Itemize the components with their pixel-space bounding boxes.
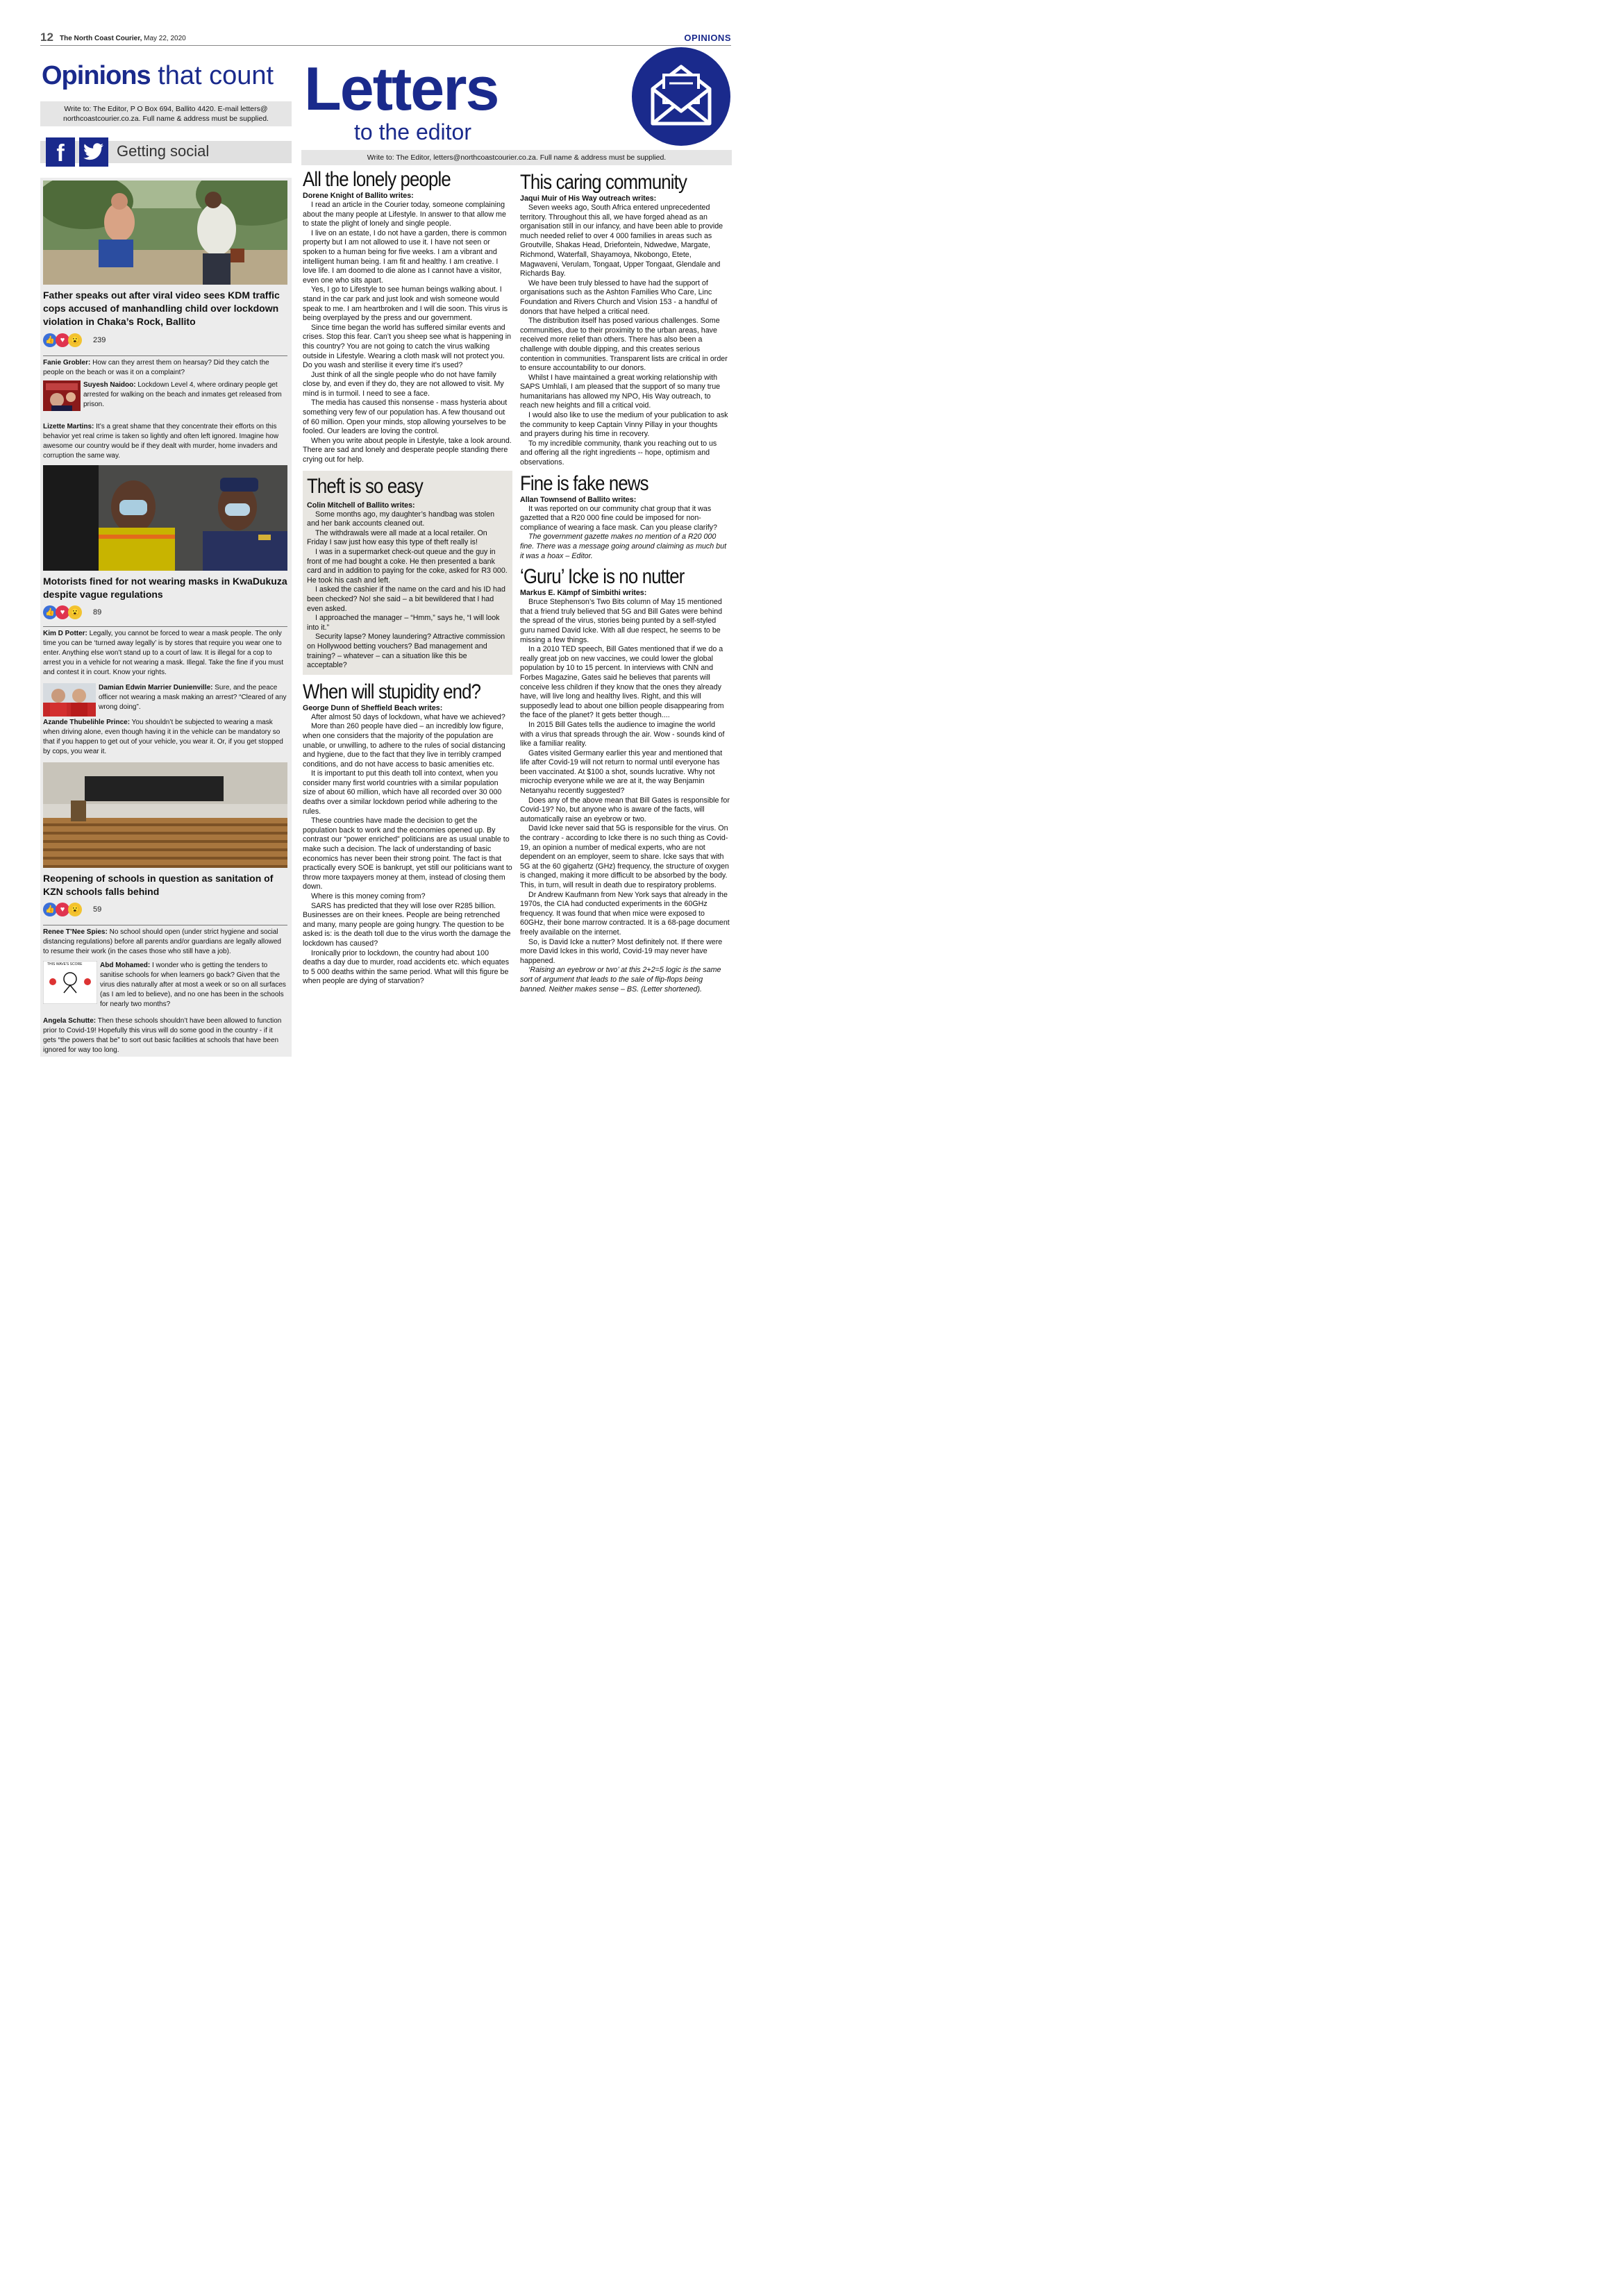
letter-headline: ‘Guru’ Icke is no nutter	[520, 565, 685, 589]
letter-body	[520, 203, 730, 468]
comment	[43, 629, 287, 678]
letter-headline: Fine is fake news	[520, 471, 648, 495]
comment-text: I wonder who is getting the tenders to sanitise schools for when learners go back? Given that the virus dies naturally after at most a week or so on all surfaces (as I am led to believe), and no one has been in the schools for nearly two months?	[100, 962, 286, 1008]
post-3-reactions	[43, 903, 182, 918]
paper-name	[60, 35, 186, 42]
letter-body	[303, 201, 512, 465]
comment	[43, 928, 287, 957]
commenter-name: Lizette Martins:	[43, 423, 94, 430]
letter-paragraph: It was reported on our community chat group that it was gazetted that a R20 000 fine could be imposed for non-compliance of wearing a face mask. Can you please clarify?	[520, 504, 717, 532]
comment	[83, 380, 287, 410]
social-post-3	[40, 760, 292, 1057]
divider	[43, 355, 287, 356]
comment-text: Legally, you cannot be forced to wear a mask people. The only time you can be ‘turned away legally’ is by stores that require you wear one to enter. Anything else won’t stand up to a court of law. It is illegal for a cop to arrest you in a vehicle for not wearing a mask. Illegal. Take the fine if you must and contest it in court. Know your rights.	[43, 630, 284, 676]
comment-text: It’s a great shame that they concentrate their efforts on this behavior yet real crime is taken so lightly and often left ignored. Imagine how awesome our country would be if they dealt with murder, home invaders and corruption the same way.	[43, 423, 279, 460]
letter-caring	[520, 171, 730, 468]
opinions-title-rest: that count	[158, 61, 274, 90]
letter-paragraph: Where is this money coming from?	[311, 892, 426, 900]
reaction-count: 89	[93, 608, 102, 617]
letter-paragraph: Yes, I go to Lifestyle to see human beings walking about. I stand in the car park and just look and wish someone would speak to me. I am heartbroken and I will die soon. This virus is being overplayed by the press and our government.	[303, 285, 508, 323]
comment-text: You shouldn’t be subjected to wearing a mask when driving alone, even though having it in the vehicle can be mandatory so that if you happen to get out of your vehicle, you wear it. Or, if you get stopped by cops, you wear it.	[43, 719, 283, 755]
post-3-headline[interactable]: Reopening of schools in question as sanitation of KZN schools falls behind	[43, 873, 274, 897]
letter-paragraph: In 2015 Bill Gates tells the audience to imagine the world with a virus that spreads through the air. Wow - sounds kind of like a familiar reality.	[520, 720, 725, 748]
social-bar	[40, 140, 292, 167]
letter-theft	[303, 471, 512, 675]
social-post-2	[40, 465, 292, 760]
like-icon: 👍	[43, 333, 57, 347]
letter-guru	[520, 565, 730, 994]
commenter-thumbnail	[43, 961, 97, 1004]
letter-body	[307, 510, 508, 671]
paper-title: The North Coast Courier,	[60, 35, 142, 42]
letter-paragraph: Some months ago, my daughter’s handbag was stolen and her bank accounts cleaned out.	[307, 510, 495, 528]
page-header	[40, 31, 731, 46]
letter-byline: Markus E. Kämpf of Simbithi writes:	[520, 589, 647, 598]
letter-paragraph: I live on an estate, I do not have a garden, there is common property but I am not allowed to use it. I have not seen or spoken to a human being for five weeks. I am a vibrant and intelligent human being. I am fit and healthy. I am creative. I love life. I am doomed to die alone as I cannot have a visitor, even one who sits apart.	[303, 228, 507, 285]
wow-icon: 😮	[68, 333, 82, 347]
post-2-headline[interactable]: Motorists fined for not wearing masks in KwaDukuza despite vague regulations	[43, 576, 287, 600]
letter-lonely	[303, 168, 512, 465]
post-2-reactions	[43, 605, 182, 621]
letters-title: Letters	[304, 54, 499, 123]
reaction-count: 239	[93, 336, 106, 344]
section-label: OPINIONS	[684, 33, 731, 43]
letter-paragraph: Just think of all the single people who do not have family close by, and even if they do, they are not allowed to visit. My mind is in turmoil. I need to see a face.	[303, 370, 504, 398]
wow-icon: 😮	[68, 903, 82, 916]
editor-note: The government gazette makes no mention of a R20 000 fine. There was a message going around claiming as much but it was a hoax – Editor.	[520, 533, 727, 560]
commenter-name: Fanie Grobler:	[43, 359, 91, 367]
letter-paragraph: The media has caused this nonsense - mass hysteria about something very few of our population has. A few thousand out of 60 million. Open your minds, stop allowing yourselves to be fooled. Our leaders are loving the control.	[303, 399, 508, 436]
letter-paragraph: I read an article in the Courier today, someone complaining about the many people at Lifestyle. In answer to that allow me to state the plight of lonely and single people.	[303, 201, 506, 228]
comment	[100, 961, 287, 1009]
letter-paragraph: Bruce Stephenson’s Two Bits column of May 15 mentioned that a friend truly believed that 5G and Bill Gates were behind the spread of the virus, stories being punted by a self-styled guru named David Icke. With all due respect, he seems to be missing a few things.	[520, 598, 723, 644]
post-1-headline[interactable]: Father speaks out after viral video sees KDM traffic cops accused of manhandling child over lockdown violation in Chaka’s Rock, Ballito	[43, 290, 280, 327]
comment-text: Sure, and the peace officer not wearing a mask making an arrest? “Cleared of any wrong doing”.	[99, 684, 287, 711]
letters-middle-column	[303, 168, 512, 987]
social-post-1	[40, 178, 292, 469]
letter-paragraph: The distribution itself has posed various challenges. Some communities, due to their proximity to the urban areas, have received more relief than others. There has also been a challenge with double dipping, and this creates serious contention in communities. Transparent lists are critical in order to ensure accountability to our donors.	[520, 317, 728, 373]
commenter-name: Kim D Potter:	[43, 630, 87, 637]
facebook-icon[interactable]: f	[46, 137, 75, 167]
comment-text: No school should open (under strict hygiene and social distancing regulations) before all parents and/or guardians are legally allowed to resume their work (in the cases those who still have a job).	[43, 928, 281, 955]
letter-body	[520, 505, 730, 533]
letter-paragraph: I asked the cashier if the name on the card and his ID had been checked? No! she said – a bit bewildered that I had even asked.	[307, 585, 505, 613]
letter-paragraph: We have been truly blessed to have had the support of organisations such as the Ashton Families Who Care, Linc Foundation and Rivers Church and Vision 153 - a handful of donors that have helped a critical need.	[520, 278, 717, 316]
letter-byline: Allan Townsend of Ballito writes:	[520, 495, 637, 504]
letter-stupidity	[303, 680, 512, 987]
commenter-name: Abd Mohamed:	[100, 962, 151, 969]
letter-headline: Theft is so easy	[307, 474, 423, 498]
post-2-photo	[43, 465, 287, 571]
letter-paragraph: Seven weeks ago, South Africa entered unprecedented territory. Throughout this all, we have forged ahead as an organisation still in our infancy, and have been able to provide much needed relief to over 4 000 families in areas such as Groutville, Shakas Head, Driefontein, Ndwedwe, Margate, Richmond, Waterfall, Shayamoya, Nkobongo, Etete, Magwaveni, Verulam, Tongaat, Upper Tongaat, Glendale and Richards Bay.	[520, 203, 723, 278]
comment-text: Lockdown Level 4, where ordinary people get arrested for walking on the beach and inmates get released from prison.	[83, 381, 282, 408]
letter-paragraph: Security lapse? Money laundering? Attractive commission on Hollywood betting vouchers? Bad management and training? – whatever – can a situation like this be acceptable?	[307, 632, 505, 670]
letter-paragraph: To my incredible community, thank you reaching out to us and offering all the right ingredients -- hope, optimism and observations.	[520, 439, 717, 467]
comment	[43, 358, 287, 378]
opinions-write-to: Write to: The Editor, P O Box 694, Ballito 4420. E-mail letters@ northcoastcourier.co.za. Full name & address must be supplied.	[40, 101, 292, 126]
letters-write-to: Write to: The Editor, letters@northcoastcourier.co.za. Full name & address must be supplied.	[301, 150, 732, 165]
letter-headline: When will stupidity end?	[303, 680, 481, 703]
letter-paragraph: David Icke never said that 5G is responsible for the virus. On the contrary - according to Icke there is no such thing as Covid-19, an opinion a number of medical experts, who are not dependent on an employer, seem to share. Icke says that with 5G at the 60 gigahertz (GHz) frequency, the structure of oxygen is changed, making it more difficult to be absorbed by the body. This, in turn, will result in death due to respiratory problems.	[520, 824, 729, 889]
page-number: 12	[40, 31, 53, 44]
letter-paragraph: I approached the manager – “Hmm,” says he, “I will look into it.”	[307, 614, 500, 632]
commenter-thumbnail	[43, 380, 81, 411]
letter-headline: All the lonely people	[303, 168, 451, 191]
letter-byline: Colin Mitchell of Ballito writes:	[307, 501, 415, 510]
letter-paragraph: Gates visited Germany earlier this year and mentioned that life after Covid-19 will not return to normal until everyone has been vaccinated. At $100 a shot, sounds lucrative. Why not microchip everyone while we are at it, the way Benjamin Netanyahu recently suggested?	[520, 748, 723, 796]
letter-paragraph: So, is David Icke a nutter? Most definitely not. If there were more David Ickes in this world, Covid-19 may never have happened.	[520, 937, 723, 965]
comment	[43, 718, 287, 757]
letter-byline: George Dunn of Sheffield Beach writes:	[303, 703, 443, 712]
letter-body	[520, 598, 730, 966]
letters-right-column	[520, 171, 730, 994]
wow-icon: 😮	[68, 605, 82, 619]
comment	[43, 422, 287, 461]
like-icon: 👍	[43, 605, 57, 619]
letter-paragraph: When you write about people in Lifestyle, take a look around. There are sad and lonely and desperate people standing there crying out for help.	[303, 436, 512, 464]
letter-paragraph: The withdrawals were all made at a local retailer. On Friday I saw just how easy this type of theft really is!	[307, 528, 487, 547]
commenter-name: Angela Schutte:	[43, 1017, 97, 1025]
letter-paragraph: These countries have made the decision to get the population back to work and the economies opened up. By contrast our “power enriched” politicians are as usual unable to make such a decision. The lack of understanding of basic economics has never been their strong point. The fact is that practically every SOE is bankrupt, yet still our politicians want to throw more taxpayers money at them, instead of closing them down.	[303, 816, 512, 891]
letter-paragraph: Whilst I have maintained a great working relationship with SAPS Umhlali, I am pleased that the support of so many true humanitarians has allowed my NPO, His Way outreach, to reach new heights and fill a critical void.	[520, 373, 721, 410]
comment	[43, 1016, 287, 1055]
letter-headline: This caring community	[520, 171, 687, 194]
envelope-icon	[632, 47, 730, 146]
editor-note: ‘Raising an eyebrow or two’ at this 2+2=5 logic is the same sort of argument that leads to the sale of flip-flops being banned. Neither makes sense – BS. (Letter shortened).	[520, 966, 721, 994]
love-icon: ♥	[56, 605, 69, 619]
like-icon: 👍	[43, 903, 57, 916]
comment-text: Then these schools shouldn’t have been allowed to function prior to Covid-19! Hopefully this virus will do some good in the country - if it gets “the powers that be” to sort out basic facilities at schools that have been ignored for way too long.	[43, 1017, 282, 1054]
opinions-column	[40, 56, 292, 1057]
opinions-title	[42, 61, 274, 91]
letters-subtitle: to the editor	[354, 119, 471, 144]
post-1-photo	[43, 181, 287, 285]
letter-paragraph: In a 2010 TED speech, Bill Gates mentioned that if we do a really great job on new vaccines, we could lower the global population by 10 to 15 percent. In interviews with CNN and Forbes Magazine, Gates said he believes that parents will conceive less children if they know that the ones they already have, will live long and healthy lives. Right, and this will supposedly lead to about one billion people disappearing from the face of the planet? It gets better though....	[520, 645, 724, 720]
divider	[43, 626, 287, 627]
post-1-reactions	[43, 333, 182, 349]
love-icon: ♥	[56, 333, 69, 347]
commenter-name: Suyesh Naidoo:	[83, 381, 136, 389]
comment-text: How can they arrest them on hearsay? Did they catch the people on the beach or was it on a complaint?	[43, 359, 269, 376]
reaction-count: 59	[93, 905, 102, 914]
letter-byline: Jaqui Muir of His Way outreach writes:	[520, 194, 657, 203]
letter-paragraph: SARS has predicted that they will lose over R285 billion. Businesses are on their knees. People are being retrenched and many, many people are going hungry. The question to be asked is: is the death toll due to the virus worth the damage the lockdown has caused?	[303, 901, 511, 948]
letter-paragraph: I was in a supermarket check-out queue and the guy in front of me had bought a coke. He then presented a bank card and in addition to paying for the coke, asked for R3 000. He took his cash and left.	[307, 548, 508, 585]
post-3-photo	[43, 762, 287, 868]
letter-paragraph: I would also like to use the medium of your publication to ask the community to keep Captain Vinny Pillay in your thoughts and prayers during his time in recovery.	[520, 411, 728, 439]
commenter-thumbnail	[43, 683, 96, 717]
love-icon: ♥	[56, 903, 69, 916]
issue-date: May 22, 2020	[144, 35, 186, 42]
letter-byline: Dorene Knight of Ballito writes:	[303, 192, 414, 200]
letter-paragraph: More than 260 people have died – an incredibly low figure, when one considers that the majority of the population are unable, or unwilling, to adhere to the rules of social distancing and hygiene, due to the fact that they live in terribly cramped conditions, and do not have access to basic amenities etc.	[303, 722, 505, 769]
letter-paragraph: Since time began the world has suffered similar events and crises. Stop this fear. Can’t you sheep see what is happening in this country? You are not going to catch the virus walking outside in Lifestyle. Wearing a cloth mask will not protect you. Do you wash and sterilise it every time it’s used?	[303, 323, 512, 370]
commenter-name: Damian Edwin Marrier Dunienville:	[99, 684, 213, 692]
getting-social-label: Getting social	[117, 142, 210, 160]
letter-paragraph: Does any of the above mean that Bill Gates is responsible for Covid-19? No, but anyone who is aware of the facts, will automatically raise an eyebrow or two.	[520, 796, 730, 823]
letter-body	[303, 713, 512, 987]
comment	[99, 683, 287, 712]
twitter-icon[interactable]	[79, 137, 108, 167]
commenter-name: Renee T’Nee Spies:	[43, 928, 108, 936]
letter-paragraph: Dr Andrew Kaufmann from New York says that already in the 1970s, the CIA had conducted experiments in the 60GHz frequency. It was found that when mice were exposed to 60GHz, their bone marrow contracted. It is a 68-page document freely available on the internet.	[520, 890, 730, 937]
commenter-name: Azande Thubelihle Prince:	[43, 719, 131, 726]
letter-paragraph: It is important to put this death toll into context, when you consider many first world countries with a similar population size of about 60 million, which have all recorded over 30 000 deaths over a similar lockdown period while adhering to the rules.	[303, 769, 502, 816]
letter-fake	[520, 472, 730, 562]
opinions-title-bold: Opinions	[42, 61, 151, 90]
letter-paragraph: Ironically prior to lockdown, the country had about 100 deaths a day due to murder, road accidents etc. which equates to 5 000 deaths within the same period. What will this figure be when people are dying of starvation?	[303, 948, 510, 986]
thumbnail-caption: THIS WAVE'S SCORE	[47, 962, 83, 966]
letter-paragraph: After almost 50 days of lockdown, what have we achieved?	[311, 712, 505, 721]
